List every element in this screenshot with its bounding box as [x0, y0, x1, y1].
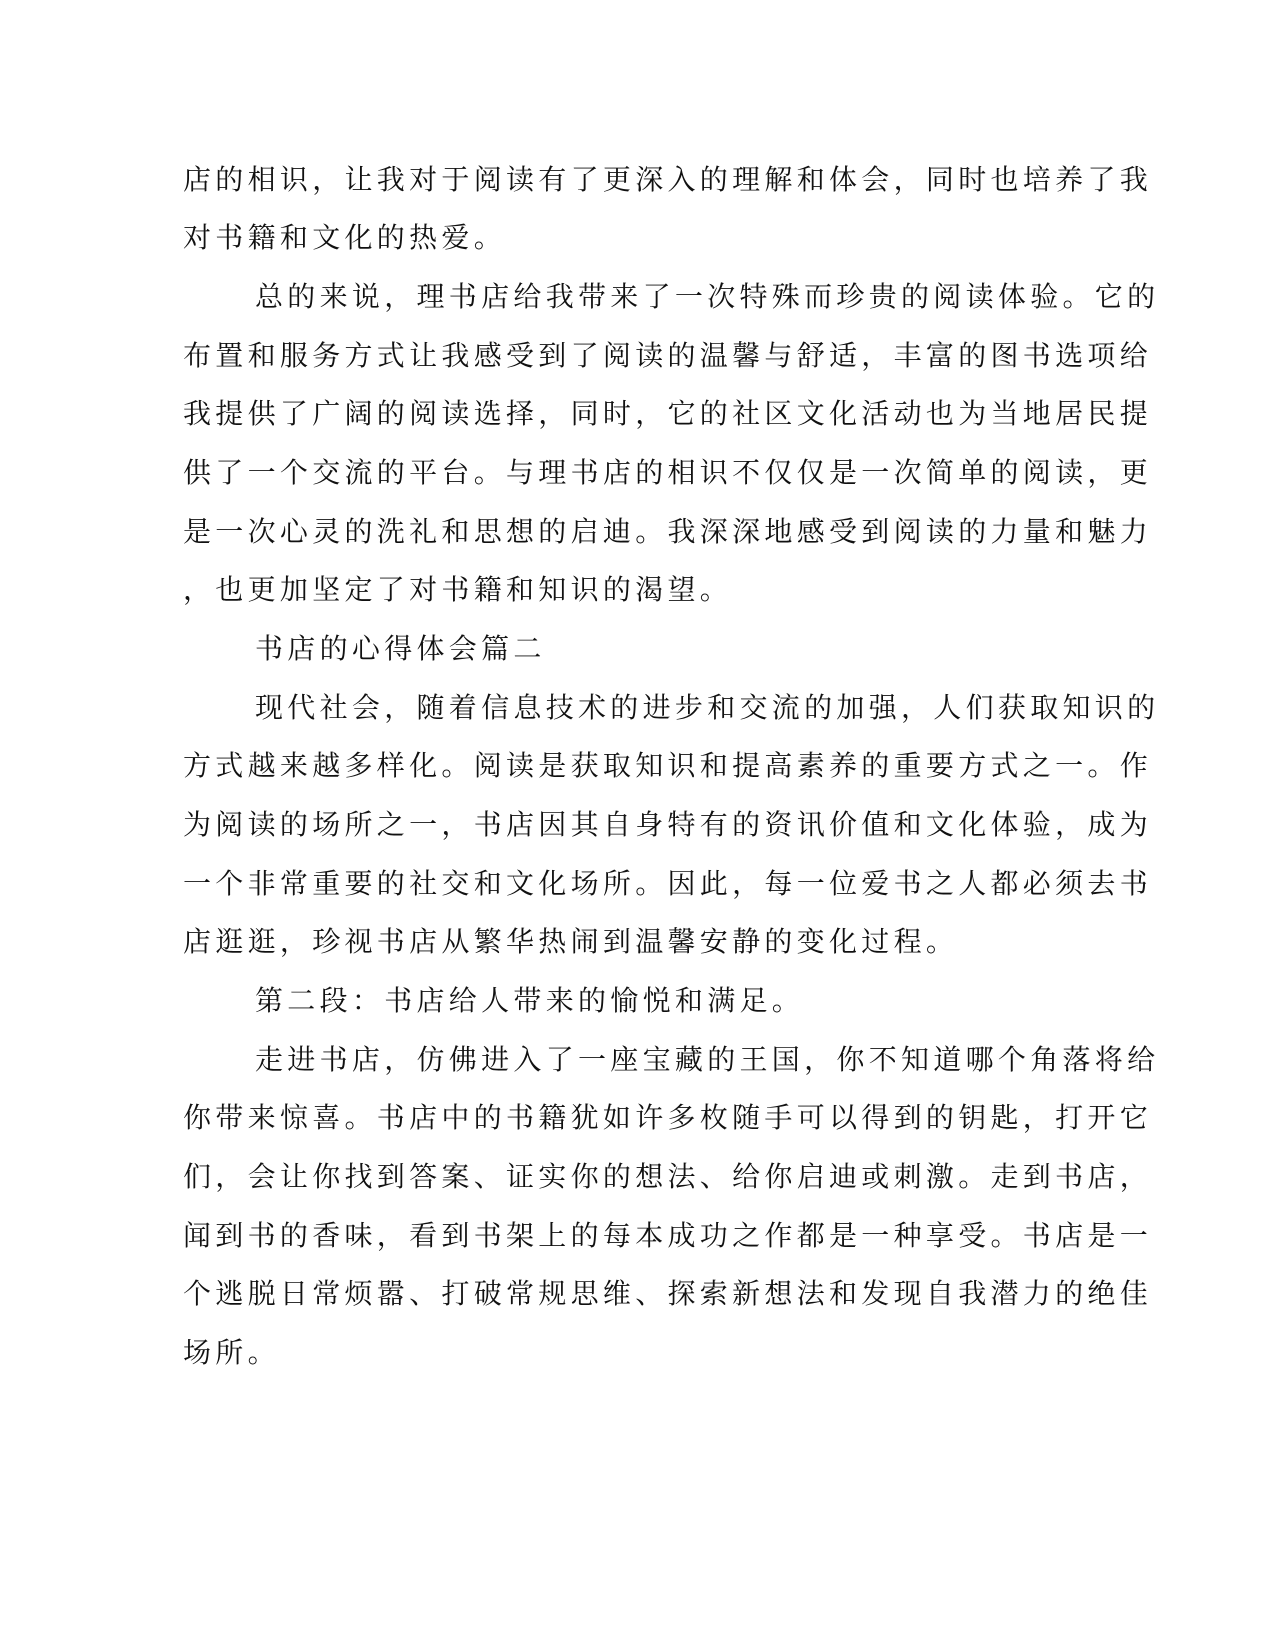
text-line: 店的相识，让我对于阅读有了更深入的理解和体会，同时也培养了我	[183, 163, 1153, 196]
text-line: 布置和服务方式让我感受到了阅读的温馨与舒适，丰富的图书选项给	[183, 339, 1153, 372]
paragraph-first-line: 现代社会，随着信息技术的进步和交流的加强，人们获取知识的	[255, 691, 1160, 724]
text-line: 供了一个交流的平台。与理书店的相识不仅仅是一次简单的阅读，更	[183, 456, 1153, 489]
text-line: 一个非常重要的社交和文化场所。因此，每一位爱书之人都必须去书	[183, 867, 1153, 900]
text-line: 你带来惊喜。书店中的书籍犹如许多枚随手可以得到的钥匙，打开它	[183, 1101, 1153, 1134]
paragraph-first-line: 走进书店，仿佛进入了一座宝藏的王国，你不知道哪个角落将给	[255, 1043, 1160, 1076]
text-line: 个逃脱日常烦嚣、打破常规思维、探索新想法和发现自我潜力的绝佳	[183, 1277, 1153, 1310]
text-line: 店逛逛，珍视书店从繁华热闹到温馨安静的变化过程。	[183, 925, 959, 958]
text-line: ，也更加坚定了对书籍和知识的渴望。	[183, 573, 733, 606]
text-line: 为阅读的场所之一，书店因其自身特有的资讯价值和文化体验，成为	[183, 808, 1153, 841]
text-line: 们，会让你找到答案、证实你的想法、给你启迪或刺激。走到书店，	[183, 1160, 1153, 1193]
text-line: 场所。	[183, 1336, 280, 1369]
text-line: 对书籍和文化的热爱。	[183, 221, 507, 254]
text-line: 我提供了广阔的阅读选择，同时，它的社区文化活动也为当地居民提	[183, 397, 1153, 430]
section-heading: 书店的心得体会篇二	[255, 632, 546, 665]
text-line: 闻到书的香味，看到书架上的每本成功之作都是一种享受。书店是一	[183, 1219, 1153, 1252]
paragraph-first-line: 总的来说，理书店给我带来了一次特殊而珍贵的阅读体验。它的	[255, 280, 1160, 313]
text-line: 是一次心灵的洗礼和思想的启迪。我深深地感受到阅读的力量和魅力	[183, 515, 1153, 548]
text-line: 方式越来越多样化。阅读是获取知识和提高素养的重要方式之一。作	[183, 749, 1153, 782]
subheading: 第二段：书店给人带来的愉悦和满足。	[255, 984, 805, 1017]
